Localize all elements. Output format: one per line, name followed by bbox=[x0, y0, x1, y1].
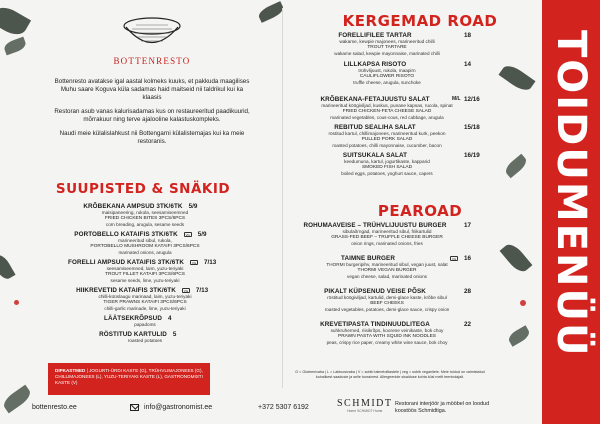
item-description: wakame, kewpie majonees, marineeritud chilli bbox=[339, 39, 435, 44]
vegan-icon: VG bbox=[183, 289, 189, 293]
item-name: PORTOBELLO KATAIFIS 3TK/6TK bbox=[74, 231, 178, 238]
item-price: 5/9 bbox=[197, 231, 207, 238]
item-description: chilli-küüslaugu marinaad, laim, yuzu-teriyaki bbox=[98, 294, 192, 299]
item-description-en: roasted potatoes, chilli mayonnaise, cucumber, bacon bbox=[332, 143, 442, 148]
item-price: 7/13 bbox=[195, 287, 209, 294]
mail-icon bbox=[130, 404, 139, 411]
item-description-en: marinated vegetables, cous-cous, red cabbage, arugula bbox=[330, 115, 444, 120]
side-title bbox=[548, 30, 594, 390]
item-price: 16/19 bbox=[464, 152, 480, 159]
item-description-en: truffle cheese, arugula, sunchoke bbox=[353, 80, 421, 85]
schmidt-sub: Home SCHMIDT Home bbox=[347, 409, 383, 413]
item-price: 22 bbox=[464, 321, 472, 328]
item-name-en: TROUT TARTARE bbox=[367, 45, 407, 50]
item-name: KRÕBEKANA-FETAJUUSTU SALAT bbox=[320, 96, 430, 103]
menu-item bbox=[292, 152, 482, 177]
berry-decoration bbox=[14, 300, 19, 305]
email-contact[interactable] bbox=[130, 404, 212, 411]
item-description: keedumuna, kartul, jogurtikaste, kapparid bbox=[344, 159, 430, 164]
menu-item bbox=[292, 222, 482, 247]
item-price: 4 bbox=[167, 315, 172, 322]
column-divider bbox=[282, 8, 283, 388]
menu-item bbox=[50, 287, 240, 312]
menu-item bbox=[292, 255, 482, 280]
menu-item bbox=[50, 331, 240, 344]
item-name: PIKALT KÜPSENUD VEISE PÕSK bbox=[324, 288, 426, 295]
item-name-en: PORTOBELLO MUSHROOM KATAIFI 3PCS/6PCS bbox=[90, 244, 200, 249]
website-link[interactable]: bottenresto.ee bbox=[32, 404, 77, 411]
item-description-en: sesame seeds, lime, yuzu-teriyaki bbox=[110, 278, 180, 283]
item-description-en: onion rings, marinated onions, fries bbox=[351, 241, 423, 246]
email-text: info@gastronomist.ee bbox=[144, 404, 213, 411]
menu-item bbox=[50, 203, 240, 228]
item-description: trühvlijuust, rukola, maapirn bbox=[358, 68, 416, 73]
item-description-en: marinated onions, arugula bbox=[118, 250, 172, 255]
item-name-en: FRIED CHICKEN-FETA CHEESE SALAD bbox=[342, 109, 432, 114]
menu-item bbox=[292, 124, 482, 149]
leaf-decoration bbox=[503, 154, 529, 179]
item-description: sibulaõrngad, marineeritud sibul, friikartulid bbox=[342, 229, 432, 234]
item-description-en: chilli-garlic marinade, lime, yuzu-teriyaki bbox=[104, 306, 186, 311]
item-description-en: roasted potatoes bbox=[127, 338, 163, 343]
dip-text: | JOGURTI-ÜRDI KASTE (G), TRÜHVLIMAJONEES (G), CHILLIMAJONEES (L), YUZU-TERIYAKI KASTE (L), GASTRONOMISTI KASTE (V) bbox=[55, 368, 203, 385]
item-price: 14 bbox=[464, 61, 472, 68]
item-description: marineeritud köögiviljad, kuskus, punane kapsas, rucola, spinat bbox=[321, 103, 453, 108]
item-name-en: FRIED CHICKEN BITES 3PCS/6PCS bbox=[104, 216, 186, 221]
item-name: KREVETIPASTA TINDINUUDLITEGA bbox=[320, 321, 430, 328]
item-name-en: PRAWN PASTA WITH SQUID INK NOODLES bbox=[338, 334, 436, 339]
item-price: 7/13 bbox=[203, 259, 217, 266]
leaf-decoration bbox=[500, 241, 533, 276]
dip-sauces-box bbox=[48, 363, 210, 395]
item-price: 17 bbox=[464, 222, 472, 229]
partner-note: Restorani interjöör ja mööbel on loodud koostöös Schmidtiga. bbox=[395, 401, 490, 414]
leaf-decoration bbox=[506, 325, 531, 346]
item-name: LÄÄTSEKRÕPSUD bbox=[104, 315, 162, 322]
section-title-light: KERGEMAD ROAD bbox=[342, 12, 498, 30]
item-name-en: TROUT FILLET KATAIFI 3PCS/6PCS bbox=[105, 272, 185, 277]
intro-text bbox=[52, 78, 252, 146]
main-dishes-list bbox=[292, 222, 482, 349]
item-name: LILLKAPSA RISOTO bbox=[343, 61, 407, 68]
item-description: röstitud kartul, chillimajonees, marineeritud kurk, peekon bbox=[328, 131, 446, 136]
item-name: TAIMNE BURGER bbox=[340, 255, 395, 262]
item-name: ROHUMAAVEISE – TRÜHVLIJUUSTU BURGER bbox=[303, 222, 447, 229]
light-dishes-list bbox=[292, 32, 482, 180]
left-intro bbox=[52, 14, 252, 152]
item-description-en: roasted vegetables, potatoes, demi-glace sauce, crispy onion bbox=[324, 307, 450, 312]
menu-item bbox=[292, 61, 482, 86]
berry-decoration bbox=[520, 300, 526, 306]
snacks-list bbox=[50, 203, 240, 347]
bowl-icon bbox=[116, 14, 188, 54]
item-name: HIIKREVETID KATAIFIS 3TK/6TK bbox=[76, 287, 176, 294]
item-price: 12/16 bbox=[464, 96, 480, 103]
item-name: SUITSUKALA SALAT bbox=[342, 152, 408, 159]
item-description: röstitud köögiviljad, kartulid, demi-glace kaste, krõbe sibul bbox=[327, 295, 447, 300]
item-name-en: BEEF CHEEKS bbox=[370, 301, 404, 306]
leaf-decoration bbox=[498, 62, 535, 95]
item-description-en: corn breading, arugula, sesame seeds bbox=[105, 222, 185, 227]
item-name-en: TIGER PRAWNS KATAIFI 3PCS/6PCS bbox=[103, 300, 187, 305]
item-description: suhkruherned, riisikrõps, koorene veinikaste, bok choy bbox=[330, 328, 444, 333]
intro-paragraph: Bottenresto avatakse igal aastal kolmeks kuuks, et pakkuda maagilises Muhu saare Koguva küla sadamas haid maitseid nii taldrikul kui ka klaasis bbox=[54, 78, 250, 101]
vegan-icon: VG bbox=[451, 257, 457, 261]
menu-item bbox=[50, 231, 240, 256]
schmidt-name: SCHMIDT bbox=[337, 398, 393, 409]
item-description: THORMI burgeripihv, marineeritud sibul, vegan juust, salat bbox=[326, 262, 448, 267]
intro-paragraph: Naudi meie külalislahkust nii Bottengarni külalistemajas kui ka meie restoranis. bbox=[59, 130, 245, 145]
item-description: maisipaneering, rukola, seesamiseemned bbox=[101, 210, 189, 215]
brand-name: BOTTENRESTO bbox=[113, 56, 191, 66]
dip-label: DIPKASTMED bbox=[55, 368, 86, 373]
item-description: seesamiseemned, laim, yuzu-teriyaki bbox=[106, 266, 184, 271]
leaf-decoration bbox=[0, 2, 31, 39]
vegan-icon: VG bbox=[191, 261, 197, 265]
item-name: REBITUD SEALIHA SALAT bbox=[334, 124, 416, 131]
section-title-snacks: SUUPISTED & SNÄKID bbox=[55, 181, 231, 197]
item-name: FORELLI AMPSUD KATAIFIS 3TK/6TK bbox=[68, 259, 184, 266]
dietary-legend: G = Gluteenivaba | L = Laktoosivaba | V = sobib taimetoitlastele | veg = sobib veganitele. Meie toidud on valmistatud kohalikest saaduste ja selle toorainest. Allergeenide sisalduse kohta küsi meilt teenindajalt. bbox=[295, 370, 485, 379]
item-price: 28 bbox=[464, 288, 472, 295]
leaf-decoration bbox=[1, 385, 34, 414]
item-name-en: PULLED PORK SALAD bbox=[361, 137, 413, 142]
item-description-en: papadoms bbox=[134, 322, 156, 327]
item-name-en: SMOKED FISH SALAD bbox=[361, 165, 413, 170]
vegan-icon: VG bbox=[185, 233, 190, 237]
item-price: 5/9 bbox=[188, 203, 198, 210]
item-description-en: wakame salad, kewpie mayonnaise, marinated chilli bbox=[334, 51, 440, 56]
item-name-en: CAULIFLOWER RISOTO bbox=[359, 74, 415, 79]
menu-item bbox=[292, 288, 482, 313]
item-price: 5 bbox=[172, 331, 177, 338]
item-name: RÖSTITUD KARTULID bbox=[99, 331, 167, 338]
item-name-en: GRASS-FED BEEF – TRUFFLE CHEESE BURGER bbox=[331, 235, 443, 240]
item-description-en: peas, crispy rice paper, creamy white wine sauce, bok choy bbox=[326, 340, 448, 345]
menu-item bbox=[292, 32, 482, 57]
item-price: 15/18 bbox=[464, 124, 480, 131]
leaf-decoration bbox=[3, 37, 28, 56]
item-price: 16 bbox=[464, 255, 472, 262]
intro-paragraph: Restoran asub vanas kalurisadamas kus on restaureeritud paadikuurid, mõrrakuur ning terve ajalooline kalastuskompleks. bbox=[54, 108, 250, 123]
item-name: FORELLIFILEE TARTAR bbox=[338, 32, 412, 39]
leaf-decoration bbox=[0, 252, 16, 282]
menu-item bbox=[50, 259, 240, 284]
side-title-text: TOIDUMENÜÜ bbox=[548, 30, 594, 358]
item-description: marineeritud sibul, rukola, bbox=[118, 238, 172, 243]
size-label: M/L bbox=[452, 96, 461, 102]
item-name: KRÕBEKANA AMPSUD 3TK/6TK bbox=[83, 203, 183, 210]
schmidt-logo bbox=[337, 398, 393, 413]
logo bbox=[104, 14, 200, 66]
menu-item bbox=[292, 321, 482, 346]
menu-item bbox=[50, 315, 240, 328]
item-price: 18 bbox=[464, 32, 472, 39]
item-description-en: vegan cheese, salad, marinated onions bbox=[347, 274, 427, 279]
section-title-main: PEAROAD bbox=[377, 202, 463, 220]
item-description-en: boiled eggs, potatoes, yoghurt sauce, capers bbox=[341, 171, 433, 176]
phone-contact[interactable]: +372 5307 6192 bbox=[258, 404, 309, 411]
item-name-en: THORMI VEGAN BURGER bbox=[357, 268, 417, 273]
